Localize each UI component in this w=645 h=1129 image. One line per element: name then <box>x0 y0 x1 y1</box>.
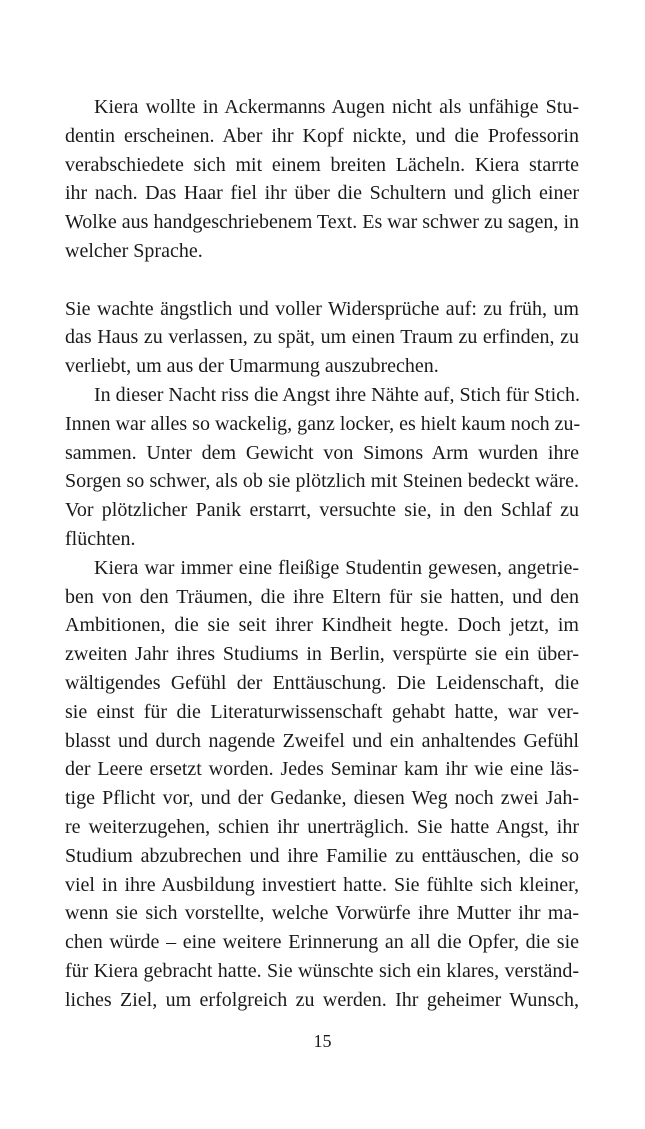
text-line: Kiera wollte in Ackermanns Augen nicht als unfähige Stu- <box>94 96 579 118</box>
text-line: Sorgen so schwer, als ob sie plötzlich mit Steinen bedeckt wäre. <box>65 470 579 493</box>
body-text <box>65 93 579 1015</box>
text-line: verliebt, um aus der Umarmung auszubrechen. <box>65 355 439 378</box>
text-line: wältigendes Gefühl der Enttäuschung. Die Leidenschaft, die <box>65 671 579 694</box>
text-line: für Kiera gebracht hatte. Sie wünschte sich ein klares, verständ- <box>65 959 579 982</box>
text-line: In dieser Nacht riss die Angst ihre Nähte auf, Stich für Stich. <box>94 383 580 406</box>
text-line: viel in ihre Ausbildung investiert hatte. Sie fühlte sich kleiner, <box>65 873 579 896</box>
text-line: liches Ziel, um erfolgreich zu werden. Ihr geheimer Wunsch, <box>65 988 579 1011</box>
text-line: wenn sie sich vorstellte, welche Vorwürfe ihre Mutter ihr ma- <box>65 902 579 925</box>
text-line: sammen. Unter dem Gewicht von Simons Arm wurden ihre <box>65 441 579 464</box>
text-line: das Haus zu verlassen, zu spät, um einen Traum zu erfinden, zu <box>65 326 579 349</box>
text-line: Wolke aus handgeschriebenem Text. Es war schwer zu sagen, in <box>65 211 579 234</box>
text-line: Kiera war immer eine fleißige Studentin gewesen, angetrie- <box>94 556 579 579</box>
text-line: welcher Sprache. <box>65 239 203 262</box>
text-line: blasst und durch nagende Zweifel und ein anhaltendes Gefühl <box>65 729 579 752</box>
text-line: sie einst für die Literaturwissenschaft gehabt hatte, war ver- <box>65 700 579 723</box>
text-line: Ambitionen, die sie seit ihrer Kindheit hegte. Doch jetzt, im <box>65 614 579 637</box>
section-break <box>65 266 579 295</box>
text-line: ben von den Träumen, die ihre Eltern für sie hatten, und den <box>65 585 579 608</box>
text-line: Vor plötzlicher Panik erstarrt, versuchte sie, in den Schlaf zu <box>65 499 579 522</box>
text-line: Studium abzubrechen und ihre Familie zu enttäuschen, die so <box>65 844 579 867</box>
text-line: chen würde – eine weitere Erinnerung an all die Opfer, die sie <box>65 931 579 954</box>
text-line: ihr nach. Das Haar fiel ihr über die Schultern und glich einer <box>65 182 579 205</box>
text-line: flüchten. <box>65 527 136 550</box>
page-number: 15 <box>313 1031 332 1051</box>
text-line: der Leere ersetzt worden. Jedes Seminar kam ihr wie eine läs- <box>65 758 579 781</box>
text-line: Sie wachte ängstlich und voller Widersprüche auf: zu früh, um <box>65 297 579 320</box>
text-line: tige Pflicht vor, und der Gedanke, diesen Weg noch zwei Jah- <box>65 787 579 810</box>
text-line: verabschiedete sich mit einem breiten Lächeln. Kiera starrte <box>65 153 579 176</box>
text-line: zweiten Jahr ihres Studiums in Berlin, verspürte sie ein über- <box>65 643 579 666</box>
text-line: re weiterzugehen, schien ihr unerträglich. Sie hatte Angst, ihr <box>65 815 579 838</box>
text-line: Innen war alles so wackelig, ganz locker, es hielt kaum noch zu- <box>65 412 581 435</box>
text-line: dentin erscheinen. Aber ihr Kopf nickte, und die Professorin <box>65 124 579 147</box>
